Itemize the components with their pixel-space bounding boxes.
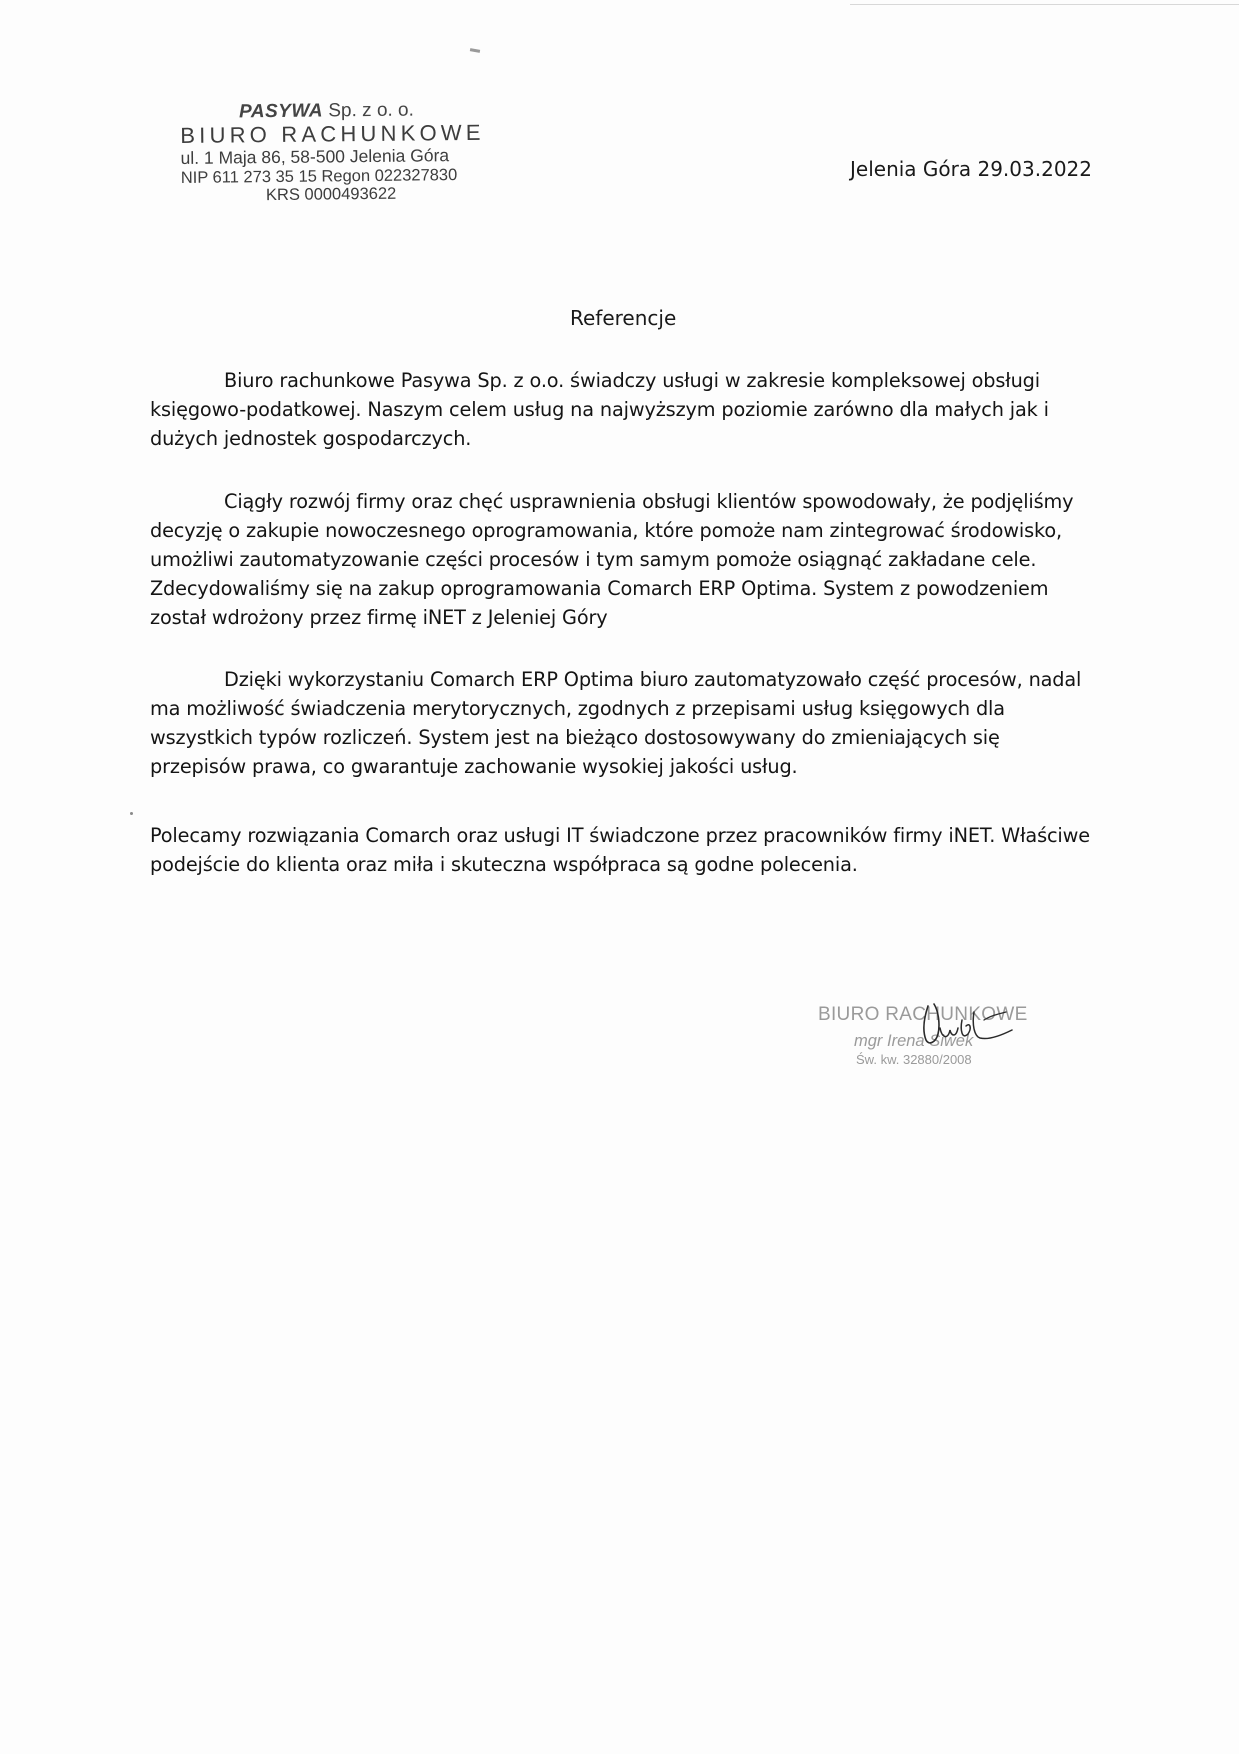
stamp-office-line: BIURO RACHUNKOWE: [180, 119, 485, 148]
stamp-company-suffix: Sp. z o. o.: [322, 99, 414, 122]
handwritten-signature: [910, 1000, 1020, 1050]
signature-stamp-office: BIURO RACHUNKOWE: [818, 1004, 1028, 1025]
signature-stamp-name: mgr Irena Siwek: [854, 1032, 974, 1050]
document-date: Jelenia Góra 29.03.2022: [850, 157, 1092, 181]
signature-stamp-cert: Św. kw. 32880/2008: [856, 1052, 972, 1067]
stamp-company-brand: PASYWA: [238, 100, 324, 123]
company-header-stamp: [178, 99, 519, 204]
stamp-krs-line: KRS 0000493622: [265, 184, 397, 205]
stamp-company-name: [239, 99, 518, 121]
stamp-address-line: ul. 1 Maja 86, 58-500 Jelenia Góra: [180, 145, 450, 168]
body-paragraph-4: Polecamy rozwiązania Comarch oraz usługi IT świadczone przez pracowników firmy iNET. Właściwe podejście do klienta oraz miła i skuteczna współpraca są godne polecenia.: [150, 824, 1090, 876]
scan-artifact-mark: [470, 48, 480, 53]
body-paragraph-2: Ciągły rozwój firmy oraz chęć usprawnienia obsługi klientów spowodowały, że podjęliśmy decyzję o zakupie nowoczesnego oprogramowania, które pomoże nam zintegrować środowisko, umożliwi zautomatyzowanie części procesów i tym samym pomoże osiągnąć zakładane cele. Zdecydowaliśmy się na zakup oprogramowania Comarch ERP Optima. System z powodzeniem został wdrożony przez firmę iNET z Jeleniej Góry: [150, 490, 1074, 629]
document-title: Referencje: [570, 306, 677, 330]
body-paragraph-1: Biuro rachunkowe Pasywa Sp. z o.o. świadczy usługi w zakresie kompleksowej obsługi księgowo-podatkowej. Naszym celem usług na najwyższym poziomie zarówno dla małych jak i dużych jednostek gospodarczych.: [150, 369, 1049, 450]
scan-artifact-dot: [130, 812, 133, 815]
body-paragraph-3: Dzięki wykorzystaniu Comarch ERP Optima biuro zautomatyzowało część procesów, nadal ma możliwość świadczenia merytorycznych, zgodnych z przepisami usług księgowych dla wszystkich typów rozliczeń. System jest na bieżąco dostosowywany do zmieniających się przepisów prawa, co gwarantuje zachowanie wysokiej jakości usług.: [150, 668, 1082, 778]
scan-artifact-line: [850, 4, 1239, 5]
stamp-nip-regon-line: NIP 611 273 35 15 Regon 022327830: [180, 165, 458, 187]
